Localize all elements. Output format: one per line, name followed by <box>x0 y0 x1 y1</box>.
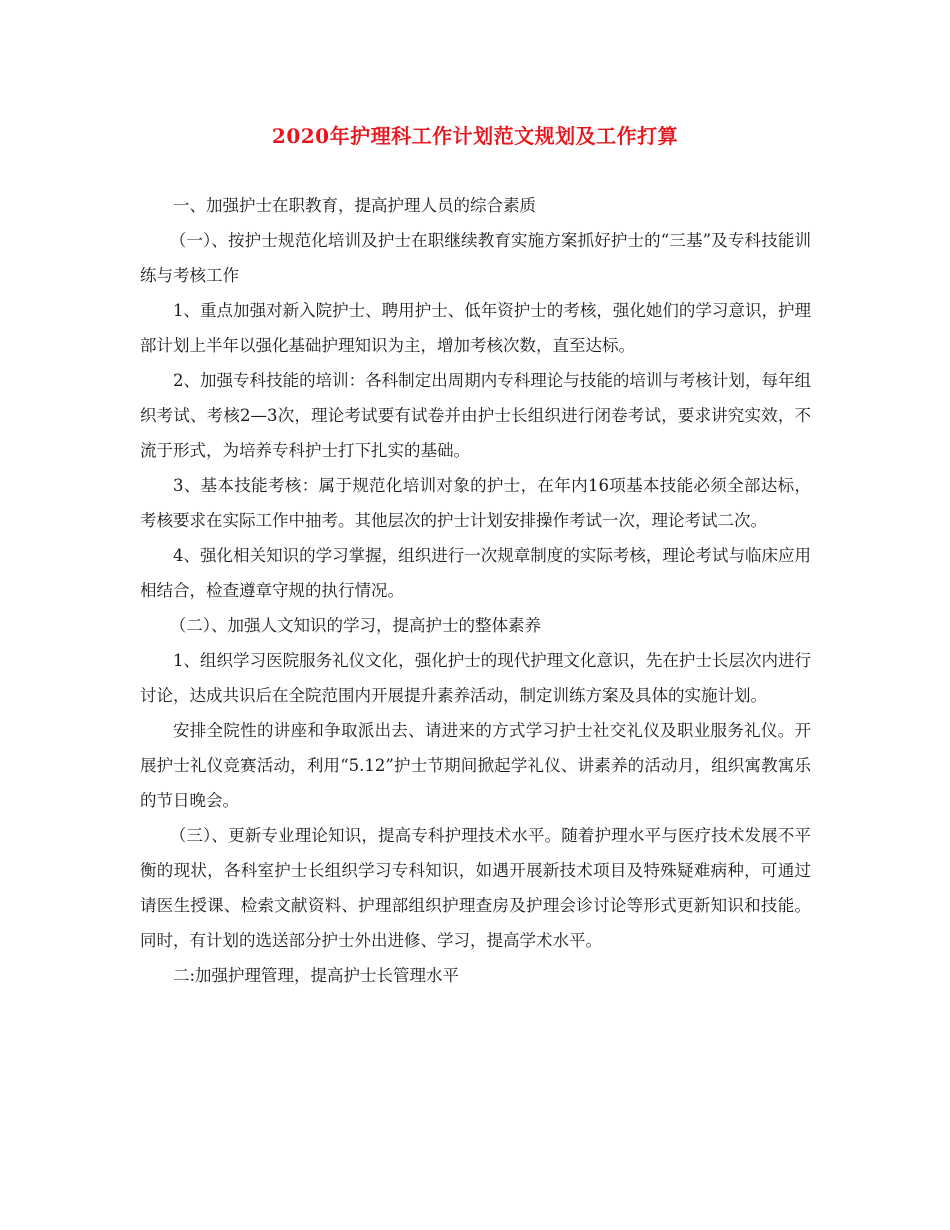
subsection-heading-3: （三）、更新专业理论知识，提高专科护理技术水平。随着护理水平与医疗技术发展不平衡的现状，各科室护士长组织学习专科知识，如遇开展新技术项目及特殊疑难病种，可通过请医生授课、检索文献资料、护理部组织护理查房及护理会诊讨论等形式更新知识和技能。同时，有计划的选送部分护士外出进修、学习，提高学术水平。 <box>140 826 811 950</box>
section-heading-1: 一、加强护士在职教育，提高护理人员的综合素质 <box>173 196 536 215</box>
document-title: 2020年护理科工作计划范文规划及工作打算 <box>271 124 679 148</box>
paragraph: 2、加强专科技能的培训：各科制定出周期内专科理论与技能的培训与考核计划，每年组织考试、考核2—3次，理论考试要有试卷并由护士长组织进行闭卷考试，要求讲究实效，不流于形式，为培养专科护士打下扎实的基础。 <box>140 371 811 460</box>
paragraph: 安排全院性的讲座和争取派出去、请进来的方式学习护士社交礼仪及职业服务礼仪。开展护士礼仪竞赛活动，利用“5.12”护士节期间掀起学礼仪、讲素养的活动月，组织寓教寓乐的节日晚会。 <box>140 721 811 810</box>
paragraph: 1、组织学习医院服务礼仪文化，强化护士的现代护理文化意识，先在护士长层次内进行讨论，达成共识后在全院范围内开展提升素养活动，制定训练方案及具体的实施计划。 <box>140 651 811 705</box>
section-heading-2: 二:加强护理管理，提高护士长管理水平 <box>173 966 460 985</box>
subsection-heading-2: （二）、加强人文知识的学习，提高护士的整体素养 <box>169 616 541 635</box>
paragraph: 1、重点加强对新入院护士、聘用护士、低年资护士的考核，强化她们的学习意识，护理部计划上半年以强化基础护理知识为主，增加考核次数，直至达标。 <box>140 301 811 355</box>
subsection-heading-1: （一）、按护士规范化培训及护士在职继续教育实施方案抓好护士的“三基”及专科技能训练与考核工作 <box>140 231 811 285</box>
paragraph: 3、基本技能考核：属于规范化培训对象的护士，在年内16项基本技能必须全部达标，考核要求在实际工作中抽考。其他层次的护士计划安排操作考试一次，理论考试二次。 <box>140 476 811 530</box>
paragraph: 4、强化相关知识的学习掌握，组织进行一次规章制度的实际考核，理论考试与临床应用相结合，检查遵章守规的执行情况。 <box>140 546 811 600</box>
document-body <box>140 188 811 993</box>
